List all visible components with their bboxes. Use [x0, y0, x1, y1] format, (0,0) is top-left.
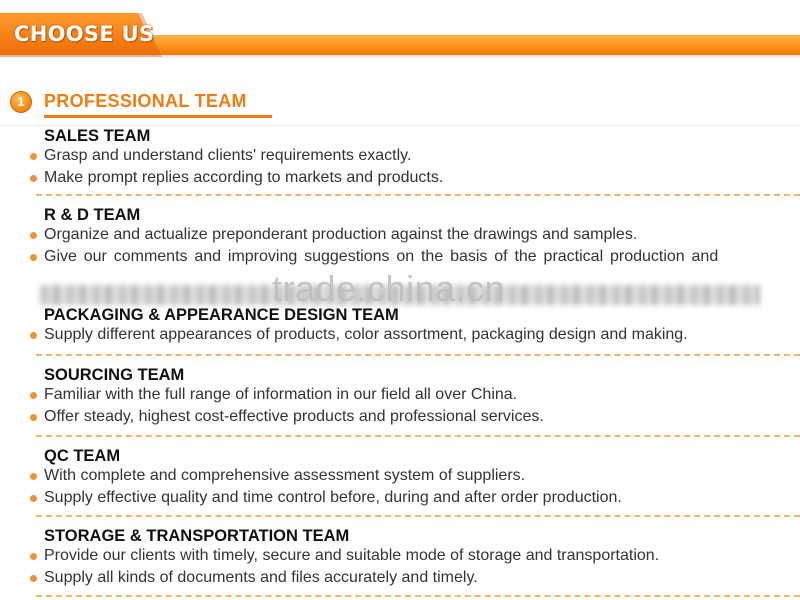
number-badge-icon: 1 [10, 91, 32, 113]
list-item [30, 226, 795, 247]
list-item [30, 569, 795, 590]
dashed-divider [36, 354, 800, 356]
item-text: Supply different appearances of products, color assortment, packaging design and making. [44, 326, 688, 343]
item-text: Make prompt replies according to markets and products. [44, 169, 444, 186]
team-title: STORAGE & TRANSPORTATION TEAM [44, 527, 350, 545]
item-text: Familiar with the full range of information in our field all over China. [44, 386, 518, 403]
list-item [30, 547, 795, 568]
bullet-icon [30, 153, 37, 160]
item-text: Organize and actualize preponderant production against the drawings and samples. [44, 226, 638, 243]
dashed-divider [36, 194, 800, 196]
bullet-icon [30, 414, 37, 421]
section-title: PROFESSIONAL TEAM [44, 91, 247, 111]
team-title: R & D TEAM [44, 206, 141, 224]
dashed-divider [36, 435, 800, 437]
bullet-icon [30, 553, 37, 560]
team-storage-transportation [0, 527, 800, 597]
bullet-icon [30, 332, 37, 339]
item-text: Grasp and understand clients' requirements exactly. [44, 147, 412, 164]
team-qc [0, 447, 800, 517]
bullet-icon [30, 175, 37, 182]
item-text: With complete and comprehensive assessment system of suppliers. [44, 467, 526, 484]
bullet-icon [30, 473, 37, 480]
dashed-divider [36, 595, 800, 597]
item-text: Provide our clients with timely, secure and suitable mode of storage and transportation. [44, 547, 660, 564]
banner-title: CHOOSE US [14, 22, 155, 46]
dashed-divider [36, 515, 800, 517]
list-item [30, 169, 795, 190]
watermark: trade.china.cn [272, 268, 506, 309]
header-banner [0, 0, 800, 62]
item-text: Offer steady, highest cost-effective products and professional services. [44, 408, 544, 425]
bullet-icon [30, 392, 37, 399]
item-text: Supply all kinds of documents and files accurately and timely. [44, 569, 478, 586]
divider [0, 125, 800, 126]
bullet-icon [30, 575, 37, 582]
item-text: Supply effective quality and time control before, during and after order production. [44, 489, 622, 506]
team-sourcing [0, 366, 800, 436]
list-item [30, 408, 795, 429]
list-item [30, 147, 795, 168]
list-item [30, 386, 795, 407]
team-title: SOURCING TEAM [44, 366, 185, 384]
team-title: PACKAGING & APPEARANCE DESIGN TEAM [44, 306, 399, 324]
list-item [30, 467, 795, 488]
list-item [30, 489, 795, 510]
team-sales [0, 127, 800, 197]
section-underline [44, 115, 272, 118]
list-item [30, 326, 795, 347]
list-item [30, 248, 795, 269]
bullet-icon [30, 232, 37, 239]
bullet-icon [30, 495, 37, 502]
team-rnd [0, 206, 800, 276]
bullet-icon [30, 254, 37, 261]
team-packaging [0, 306, 800, 356]
team-title: QC TEAM [44, 447, 121, 465]
team-title: SALES TEAM [44, 127, 151, 145]
item-text: Give our comments and improving suggestions on the basis of the practical production and [44, 248, 719, 265]
